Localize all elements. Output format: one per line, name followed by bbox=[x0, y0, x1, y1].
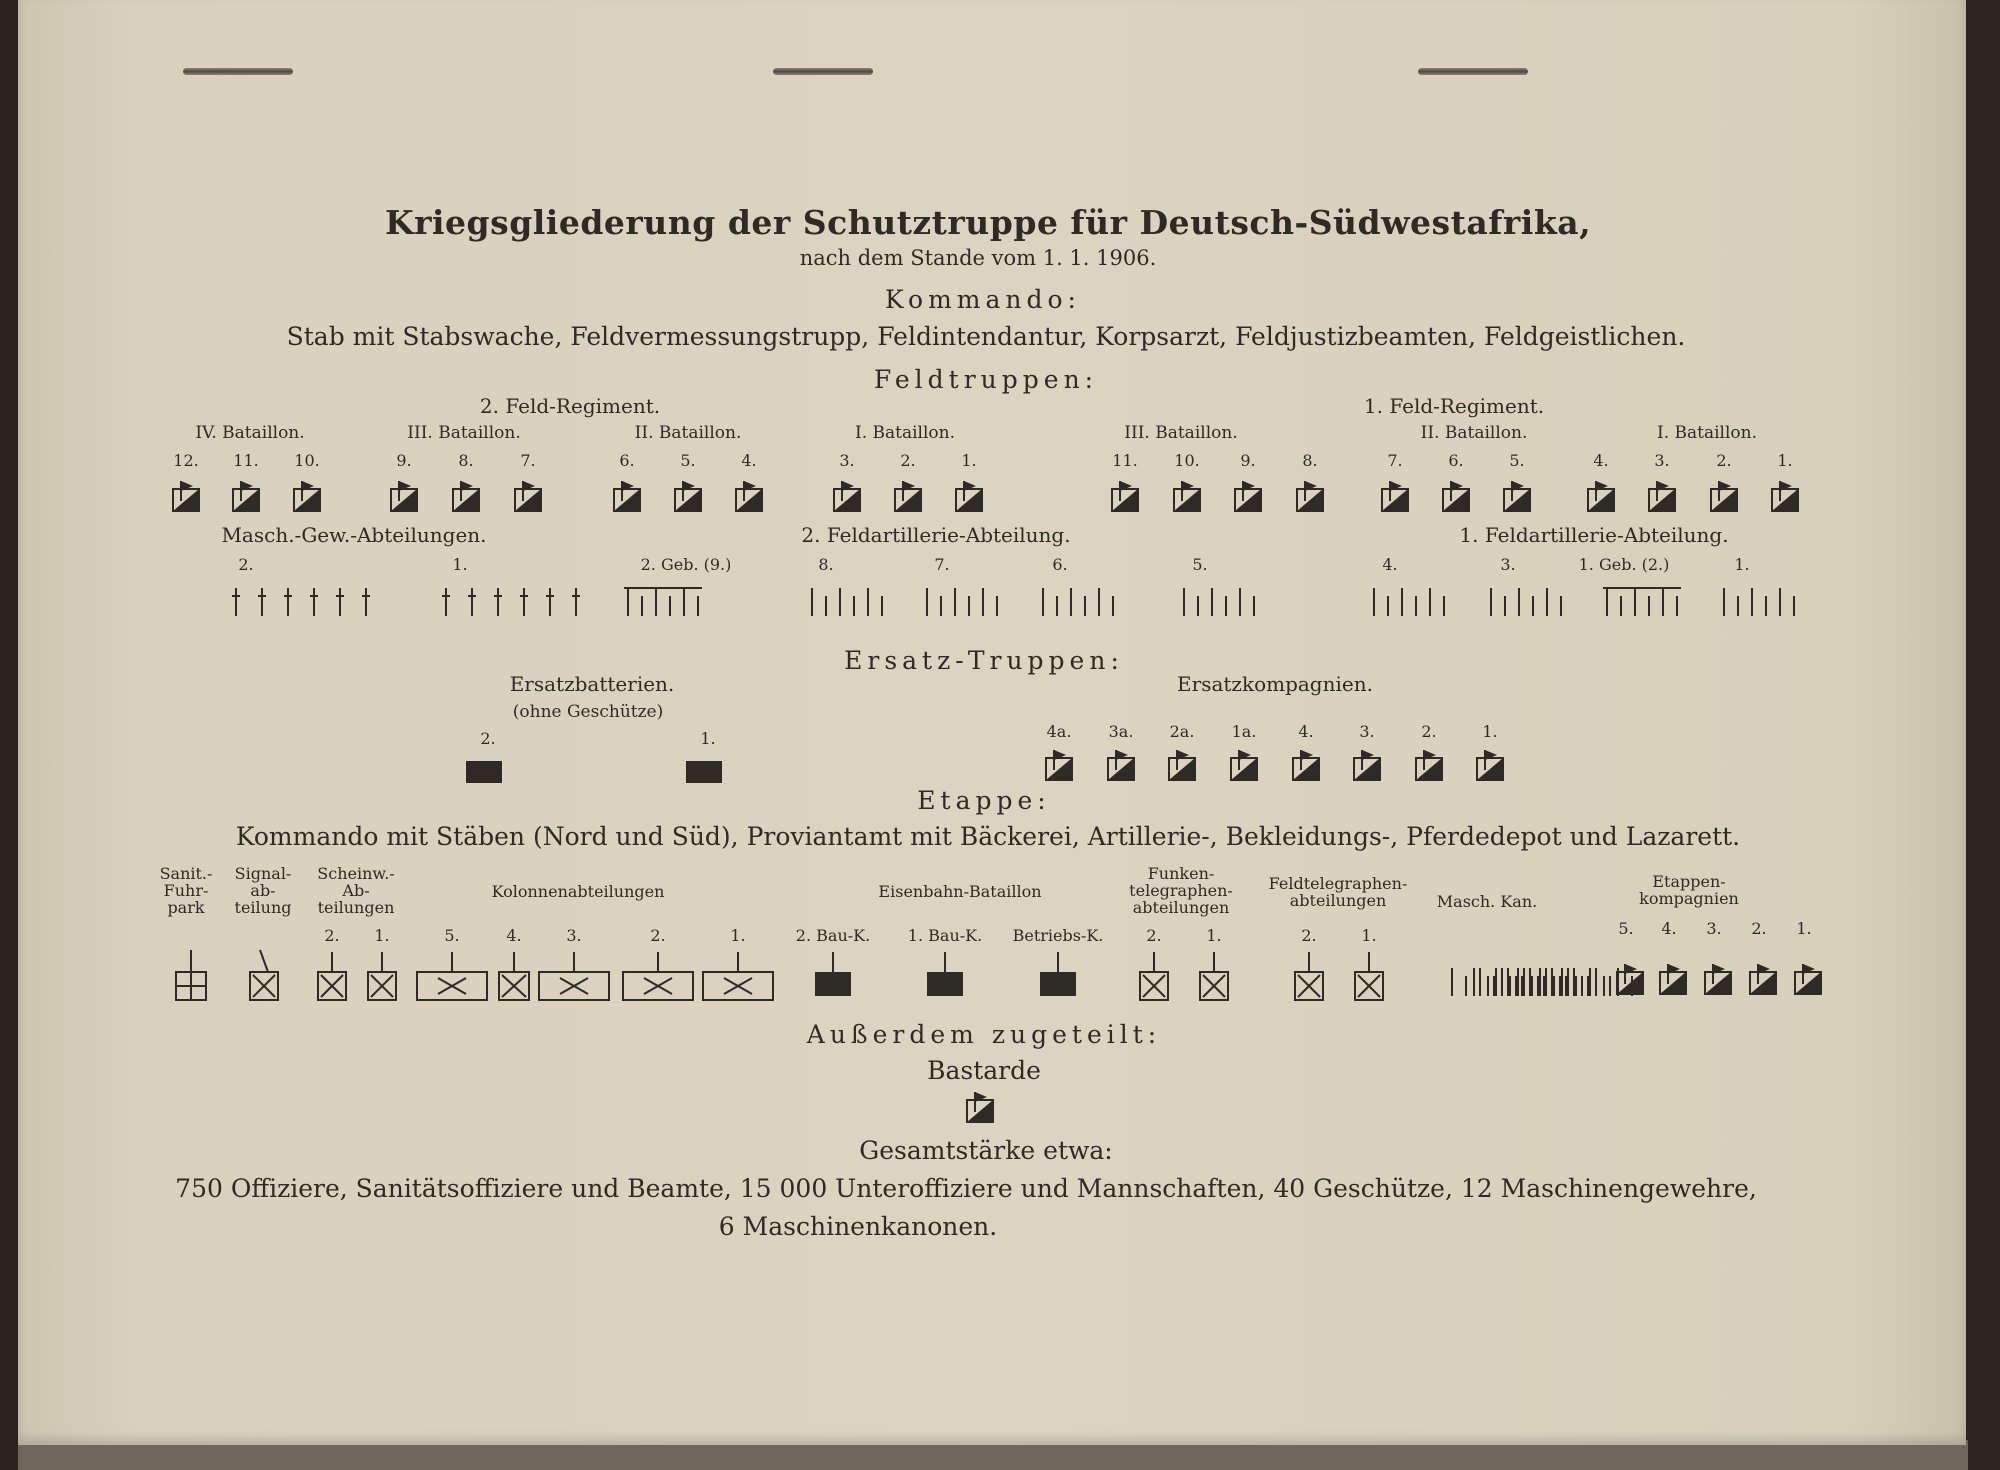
ersatzbatterie-number: 2. bbox=[480, 729, 496, 748]
kolonnen-label: Kolonnenabteilungen bbox=[491, 882, 665, 901]
company-symbol bbox=[1649, 481, 1675, 511]
company-symbol bbox=[1443, 481, 1469, 511]
kolonne-symbol bbox=[539, 952, 609, 1000]
etappenkompagnien-label: Etappen- kompagnien bbox=[1639, 872, 1739, 908]
company-symbol bbox=[1235, 481, 1261, 511]
etappe-heading: Etappe: bbox=[917, 786, 1051, 815]
ersatz-heading: Ersatz-Truppen: bbox=[844, 646, 1124, 675]
company-symbol bbox=[1174, 481, 1200, 511]
etappenkompagnie-number: 1. bbox=[1796, 919, 1812, 938]
regiment-1-label: 1. Feld-Regiment. bbox=[1363, 394, 1545, 418]
ersatzkompagnie-symbol bbox=[1046, 750, 1072, 780]
battalion-label: I. Bataillon. bbox=[1656, 423, 1758, 443]
battery-symbol bbox=[1491, 588, 1561, 616]
mg-unit-symbol bbox=[572, 588, 580, 616]
symbols-layer bbox=[18, 0, 1966, 1445]
company-symbol bbox=[391, 481, 417, 511]
company-symbol bbox=[614, 481, 640, 511]
bastarde-symbol bbox=[967, 1092, 993, 1122]
company-number: 4. bbox=[741, 451, 757, 470]
company-number: 2. bbox=[1716, 451, 1732, 470]
kolonne-number: 1. bbox=[730, 926, 746, 945]
company-number: 11. bbox=[1112, 451, 1138, 470]
ersatzkompagnie-symbol bbox=[1169, 750, 1195, 780]
feldtelegraphen-symbol bbox=[1295, 952, 1323, 1000]
eisenbahn-label: Eisenbahn-Bataillon bbox=[878, 882, 1042, 901]
battery-number: 3. bbox=[1500, 555, 1516, 574]
eisenbahn-number: 2. Bau-K. bbox=[795, 926, 871, 945]
etappenkompagnie-symbol bbox=[1660, 964, 1686, 994]
mg-unit-symbol bbox=[362, 588, 370, 616]
ersatzkompagnie-number: 4. bbox=[1298, 722, 1314, 741]
battery-symbol bbox=[1724, 588, 1794, 616]
company-symbol bbox=[1112, 481, 1138, 511]
company-number: 9. bbox=[396, 451, 412, 470]
etappenkompagnie-number: 2. bbox=[1751, 919, 1767, 938]
gesamt-heading: Gesamtstärke etwa: bbox=[859, 1136, 1113, 1165]
kolonne-number: 2. bbox=[650, 926, 666, 945]
mg-unit-symbol bbox=[520, 588, 528, 616]
ersatzbatterien-note: (ohne Geschütze) bbox=[512, 702, 664, 722]
etappenkompagnie-number: 4. bbox=[1661, 919, 1677, 938]
ersatzkompagnie-symbol bbox=[1231, 750, 1257, 780]
ersatzkompagnie-number: 1. bbox=[1482, 722, 1498, 741]
mg-unit-symbol bbox=[546, 588, 554, 616]
scheinwerfer-number: 2. bbox=[324, 926, 340, 945]
eisenbahn-number: Betriebs-K. bbox=[1012, 926, 1104, 945]
company-symbol bbox=[736, 481, 762, 511]
company-number: 8. bbox=[1302, 451, 1318, 470]
ersatzbatterien-heading: Ersatzbatterien. bbox=[509, 672, 675, 696]
ersatzkompagnie-symbol bbox=[1293, 750, 1319, 780]
funkentelegraphen-label: Funken- telegraphen- abteilungen bbox=[1129, 864, 1233, 917]
kolonne-symbol bbox=[417, 952, 487, 1000]
battery-number: 8. bbox=[818, 555, 834, 574]
company-symbol bbox=[1504, 481, 1530, 511]
artillery-1-heading: 1. Feldartillerie-Abteilung. bbox=[1459, 523, 1729, 547]
scheinwerfer-symbol bbox=[318, 952, 346, 1000]
company-symbol bbox=[1588, 481, 1614, 511]
battery-number: 7. bbox=[934, 555, 950, 574]
company-number: 10. bbox=[294, 451, 320, 470]
company-number: 6. bbox=[619, 451, 635, 470]
company-symbol bbox=[233, 481, 259, 511]
company-symbol bbox=[453, 481, 479, 511]
kolonne-symbol bbox=[499, 952, 529, 1000]
company-symbol bbox=[1382, 481, 1408, 511]
company-symbol bbox=[1297, 481, 1323, 511]
scheinwerfer-number: 1. bbox=[374, 926, 390, 945]
company-number: 12. bbox=[173, 451, 199, 470]
company-symbol bbox=[895, 481, 921, 511]
mg-unit-symbol bbox=[284, 588, 292, 616]
book-spine bbox=[0, 0, 18, 1470]
company-number: 4. bbox=[1593, 451, 1609, 470]
mg-heading: Masch.-Gew.-Abteilungen. bbox=[221, 523, 487, 547]
battery-number: 2. bbox=[238, 555, 254, 574]
mg-unit-symbol bbox=[442, 588, 450, 616]
sanit-fuhrpark-symbol bbox=[176, 950, 206, 1000]
feldtelegraphen-symbol bbox=[1355, 952, 1383, 1000]
kolonne-number: 5. bbox=[444, 926, 460, 945]
ersatzkompagnie-number: 3a. bbox=[1108, 722, 1134, 741]
signal-abteilung-symbol bbox=[260, 950, 268, 972]
company-number: 6. bbox=[1448, 451, 1464, 470]
kolonne-symbol bbox=[623, 952, 693, 1000]
kolonne-symbol bbox=[703, 952, 773, 1000]
battery-symbol bbox=[1374, 588, 1444, 616]
etappenkompagnie-number: 5. bbox=[1618, 919, 1634, 938]
funken-symbol bbox=[1140, 952, 1168, 1000]
kommando-text: Stab mit Stabswache, Feldvermessungstrupp, Feldintendantur, Korpsarzt, Feldjustizbeamten, Feldgeistlichen. bbox=[286, 322, 1686, 351]
masch-kan-label: Masch. Kan. bbox=[1436, 892, 1538, 911]
etappenkompagnie-symbol bbox=[1705, 964, 1731, 994]
etappe-text: Kommando mit Stäben (Nord und Süd), Proviantamt mit Bäckerei, Artillerie-, Bekleidungs-, Pferdedepot und Lazarett. bbox=[235, 822, 1741, 851]
battalion-label: II. Bataillon. bbox=[634, 423, 742, 443]
etappenkompagnie-symbol bbox=[1795, 964, 1821, 994]
etappenkompagnie-symbol bbox=[1617, 964, 1643, 994]
funken-number: 1. bbox=[1206, 926, 1222, 945]
feldtruppen-heading: Feldtruppen: bbox=[873, 365, 1099, 394]
mg-unit-symbol bbox=[258, 588, 266, 616]
battery-symbol bbox=[1043, 588, 1113, 616]
ersatzbatterie-number: 1. bbox=[700, 729, 716, 748]
ersatzkompagnie-symbol bbox=[1354, 750, 1380, 780]
page-title: Kriegsgliederung der Schutztruppe für Deutsch-Südwestafrika, bbox=[384, 203, 1592, 242]
etappenkompagnie-number: 3. bbox=[1706, 919, 1722, 938]
company-symbol bbox=[1711, 481, 1737, 511]
gesamt-line-2: 6 Maschinenkanonen. bbox=[718, 1212, 998, 1241]
kolonne-number: 4. bbox=[506, 926, 522, 945]
scheinwerfer-symbol bbox=[368, 952, 396, 1000]
feldtelegraphen-number: 2. bbox=[1301, 926, 1317, 945]
ersatzkompagnie-symbol bbox=[1416, 750, 1442, 780]
mg-unit-symbol bbox=[494, 588, 502, 616]
battery-symbol bbox=[624, 588, 702, 616]
battalion-label: III. Bataillon. bbox=[407, 423, 521, 443]
ersatzkompagnie-number: 2. bbox=[1421, 722, 1437, 741]
eisenbahn-symbol bbox=[927, 952, 963, 996]
feldtelegraphen-number: 1. bbox=[1361, 926, 1377, 945]
battalion-label: I. Bataillon. bbox=[854, 423, 956, 443]
mg-unit-symbol bbox=[468, 588, 476, 616]
battery-number: 1. Geb. (2.) bbox=[1578, 555, 1670, 574]
company-number: 1. bbox=[961, 451, 977, 470]
company-number: 5. bbox=[680, 451, 696, 470]
ersatzbatterie-symbol bbox=[686, 761, 722, 783]
zugeteilt-heading: Außerdem zugeteilt: bbox=[806, 1020, 1162, 1049]
battalion-label: II. Bataillon. bbox=[1420, 423, 1528, 443]
signal-box bbox=[250, 972, 278, 1000]
ersatzkompagnie-symbol bbox=[1477, 750, 1503, 780]
company-number: 11. bbox=[233, 451, 259, 470]
company-symbol bbox=[675, 481, 701, 511]
battalion-label: IV. Bataillon. bbox=[195, 423, 305, 443]
company-number: 8. bbox=[458, 451, 474, 470]
battery-symbol bbox=[1603, 588, 1681, 616]
company-symbol bbox=[1772, 481, 1798, 511]
scheinwerfer-label: Scheinw.- Ab- teilungen bbox=[317, 864, 395, 917]
company-symbol bbox=[834, 481, 860, 511]
company-number: 2. bbox=[900, 451, 916, 470]
regiment-2-label: 2. Feld-Regiment. bbox=[479, 394, 661, 418]
company-symbol bbox=[956, 481, 982, 511]
battery-symbol bbox=[1184, 588, 1254, 616]
bastarde-label: Bastarde bbox=[927, 1056, 1041, 1085]
eisenbahn-number: 1. Bau-K. bbox=[907, 926, 983, 945]
eisenbahn-symbol bbox=[815, 952, 851, 996]
kolonne-number: 3. bbox=[566, 926, 582, 945]
ersatzkompagnie-number: 4a. bbox=[1046, 722, 1072, 741]
ersatzkompagnie-number: 3. bbox=[1359, 722, 1375, 741]
battery-symbol bbox=[812, 588, 882, 616]
battery-number: 1. bbox=[452, 555, 468, 574]
mg-unit-symbol bbox=[232, 588, 240, 616]
company-symbol bbox=[515, 481, 541, 511]
company-number: 7. bbox=[1387, 451, 1403, 470]
company-number: 3. bbox=[839, 451, 855, 470]
company-symbol bbox=[173, 481, 199, 511]
kommando-heading: Kommando: bbox=[885, 285, 1081, 314]
company-number: 10. bbox=[1174, 451, 1200, 470]
sanit-fuhrpark-label: Sanit.- Fuhr- park bbox=[159, 864, 213, 917]
page-subtitle: nach dem Stande vom 1. 1. 1906. bbox=[799, 246, 1157, 270]
feldtelegraphen-label: Feldtelegraphen- abteilungen bbox=[1268, 874, 1408, 910]
battery-number: 1. bbox=[1734, 555, 1750, 574]
company-number: 5. bbox=[1509, 451, 1525, 470]
ersatzbatterie-symbol bbox=[466, 761, 502, 783]
company-number: 7. bbox=[520, 451, 536, 470]
ersatzkompagnie-symbol bbox=[1108, 750, 1134, 780]
artillery-2-heading: 2. Feldartillerie-Abteilung. bbox=[801, 523, 1071, 547]
battalion-label: III. Bataillon. bbox=[1124, 423, 1238, 443]
eisenbahn-symbol bbox=[1040, 952, 1076, 996]
battery-number: 6. bbox=[1052, 555, 1068, 574]
company-number: 1. bbox=[1777, 451, 1793, 470]
funken-number: 2. bbox=[1146, 926, 1162, 945]
mg-unit-symbol bbox=[336, 588, 344, 616]
ersatzkompagnien-heading: Ersatzkompagnien. bbox=[1177, 672, 1373, 696]
battery-number: 4. bbox=[1382, 555, 1398, 574]
battery-number: 5. bbox=[1192, 555, 1208, 574]
battery-number: 2. Geb. (9.) bbox=[640, 555, 732, 574]
etappenkompagnie-symbol bbox=[1750, 964, 1776, 994]
company-number: 3. bbox=[1654, 451, 1670, 470]
ersatzkompagnie-number: 2a. bbox=[1169, 722, 1195, 741]
mg-unit-symbol bbox=[310, 588, 318, 616]
company-number: 9. bbox=[1240, 451, 1256, 470]
gesamt-line-1: 750 Offiziere, Sanitätsoffiziere und Beamte, 15 000 Unteroffiziere und Mannschaften, 40 Geschütze, 12 Maschinengewehre, bbox=[175, 1174, 1757, 1203]
signal-abteilung-label: Signal- ab- teilung bbox=[234, 864, 292, 917]
ersatzkompagnie-number: 1a. bbox=[1231, 722, 1257, 741]
battery-symbol bbox=[927, 588, 997, 616]
document-page bbox=[18, 0, 1966, 1445]
company-symbol bbox=[294, 481, 320, 511]
funken-symbol bbox=[1200, 952, 1228, 1000]
